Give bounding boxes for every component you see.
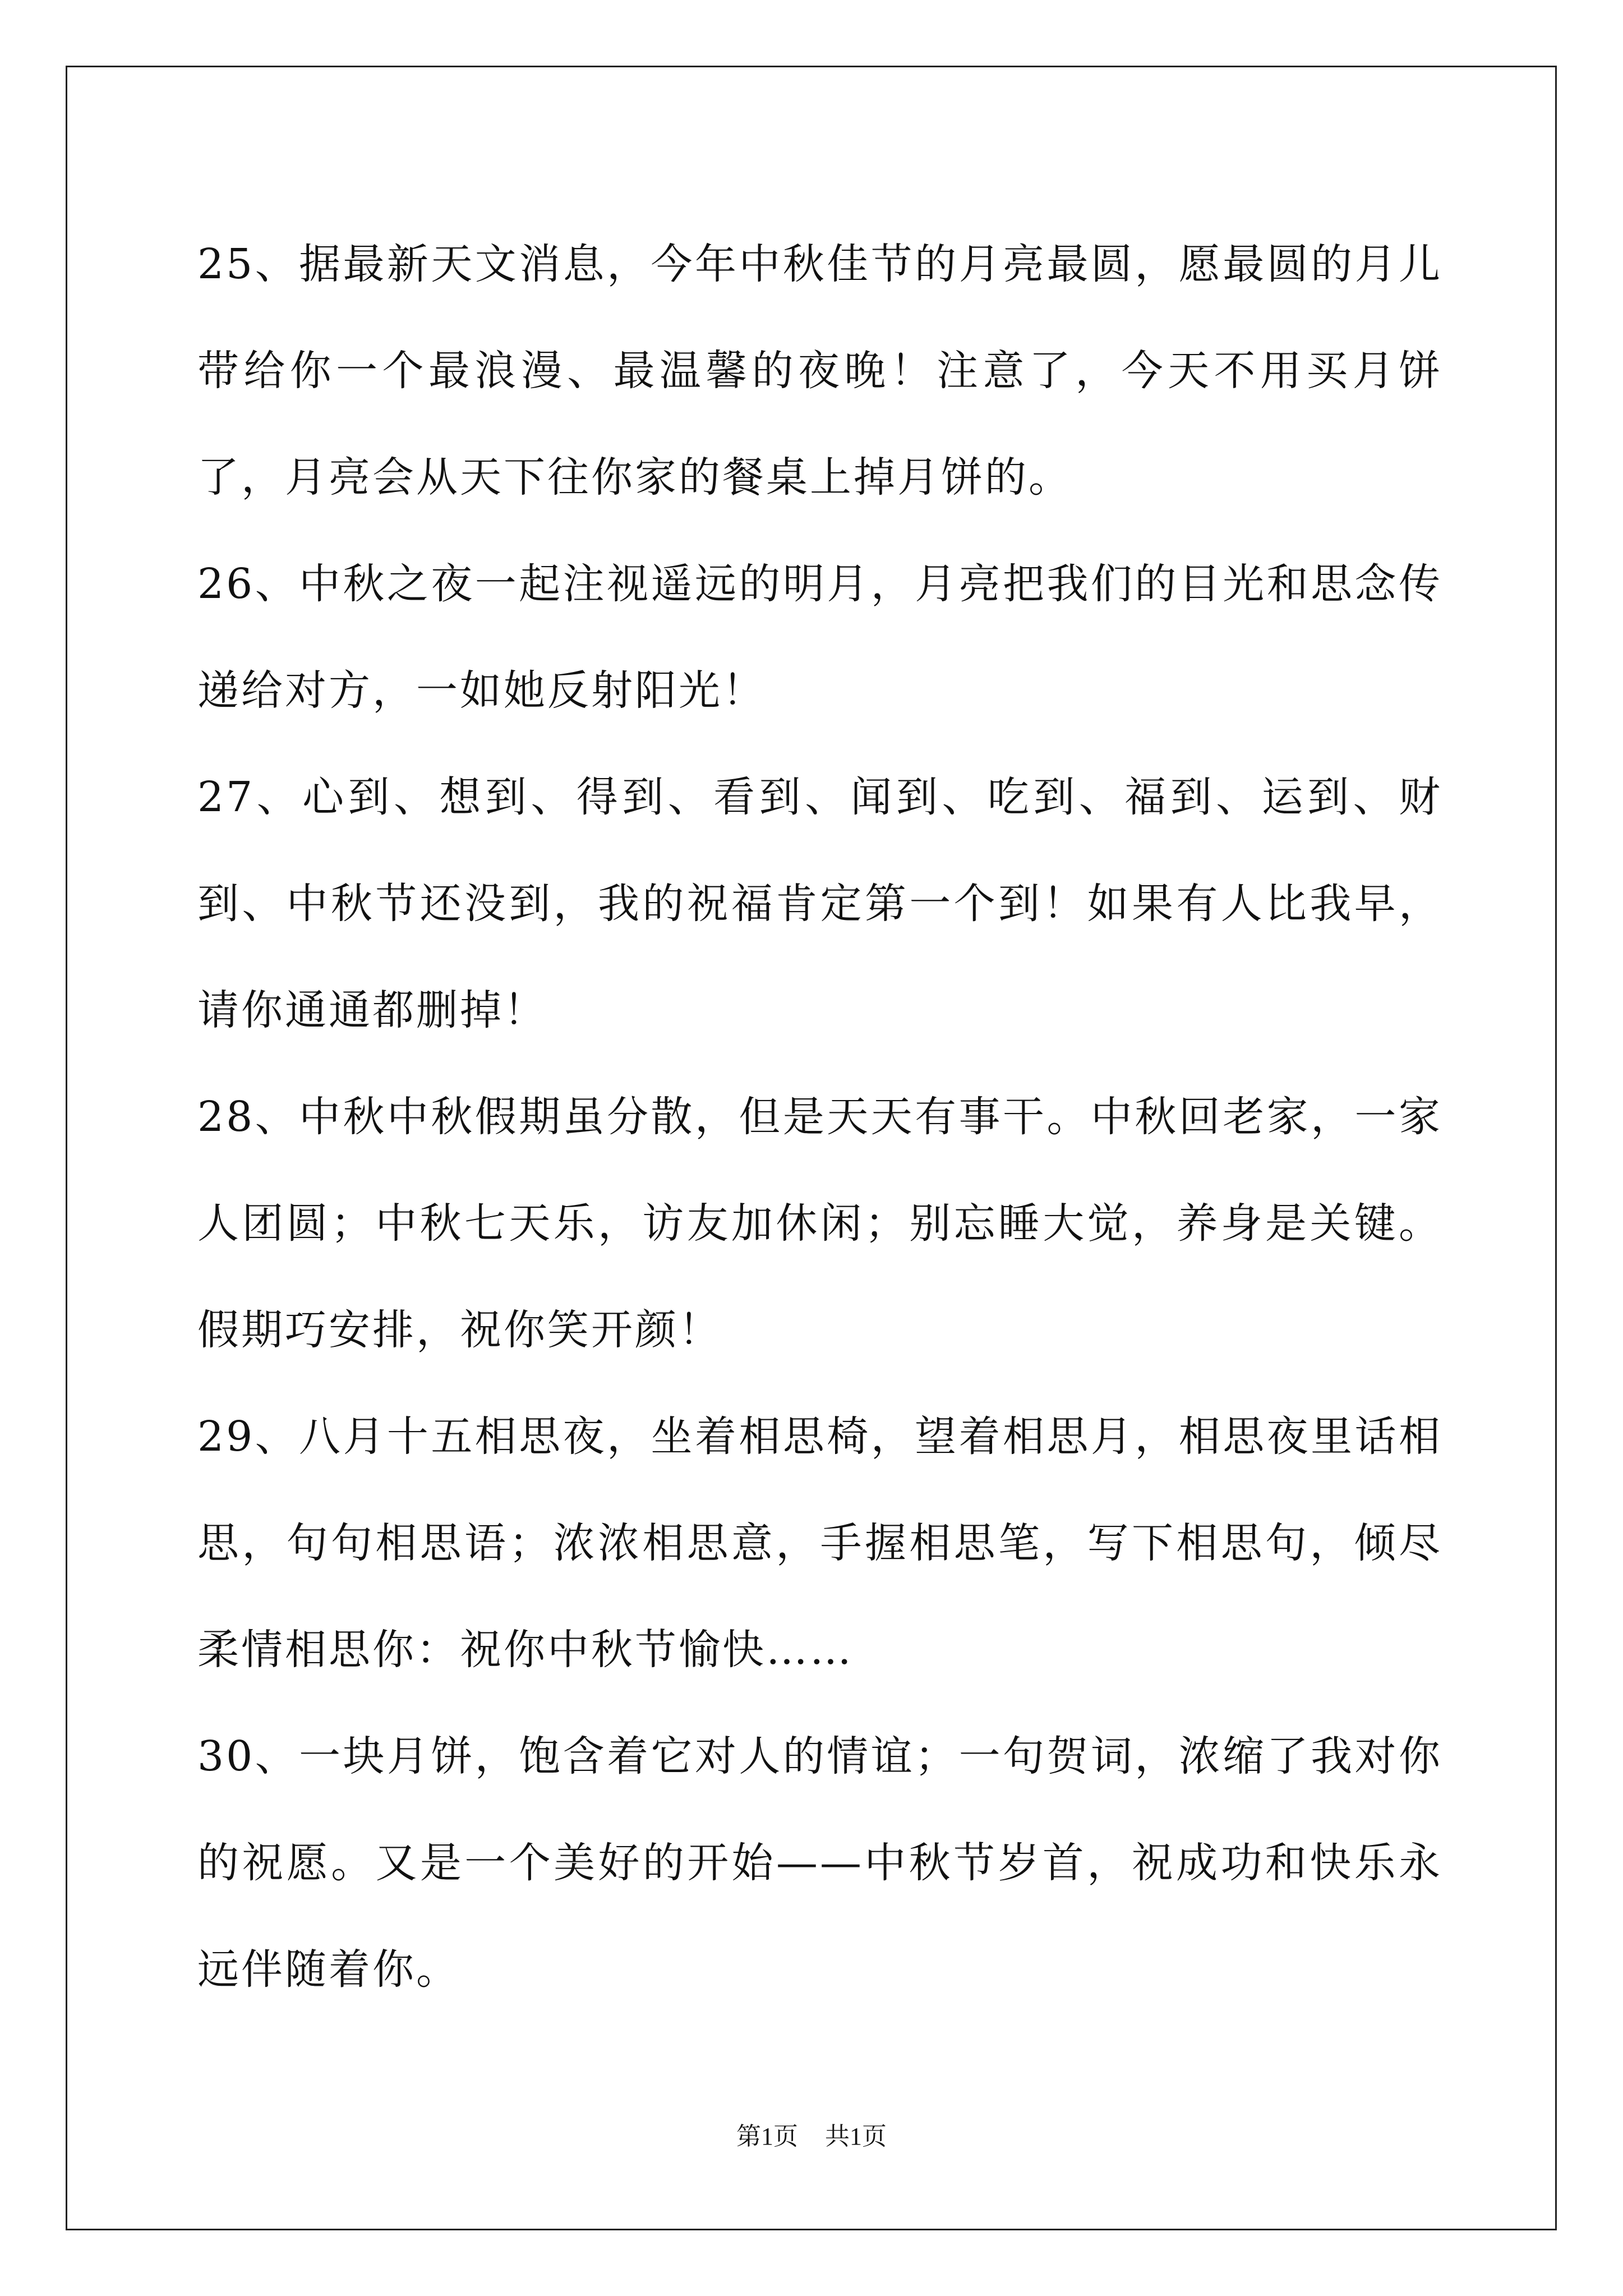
page-number-total: 共1页 — [825, 2123, 887, 2150]
page-footer — [0, 2120, 1623, 2154]
paragraph-26: 26、中秋之夜一起注视遥远的明月，月亮把我们的目光和思念传递给对方，一如她反射阳光！ — [197, 560, 1442, 715]
document-body — [197, 211, 1442, 2023]
paragraph-28: 28、中秋中秋假期虽分散，但是天天有事干。中秋回老家，一家人团圆；中秋七天乐，访友加休闲；别忘睡大觉，养身是关键。假期巧安排，祝你笑开颜！ — [197, 1093, 1442, 1354]
paragraph-25: 25、据最新天文消息，今年中秋佳节的月亮最圆，愿最圆的月儿带给你一个最浪漫、最温馨的夜晚！注意了，今天不用买月饼了，月亮会从天下往你家的餐桌上掉月饼的。 — [197, 240, 1442, 501]
paragraph-29: 29、八月十五相思夜，坐着相思椅，望着相思月，相思夜里话相思，句句相思语；浓浓相思意，手握相思笔，写下相思句，倾尽柔情相思你：祝你中秋节愉快…… — [197, 1412, 1442, 1674]
page-number-current: 第1页 — [736, 2123, 798, 2150]
paragraph-27: 27、心到、想到、得到、看到、闻到、吃到、福到、运到、财到、中秋节还没到，我的祝福肯定第一个到！如果有人比我早，请你通通都删掉！ — [197, 773, 1442, 1034]
paragraph-30: 30、一块月饼，饱含着它对人的情谊；一句贺词，浓缩了我对你的祝愿。又是一个美好的开始——中秋节岁首，祝成功和快乐永远伴随着你。 — [197, 1732, 1442, 1994]
